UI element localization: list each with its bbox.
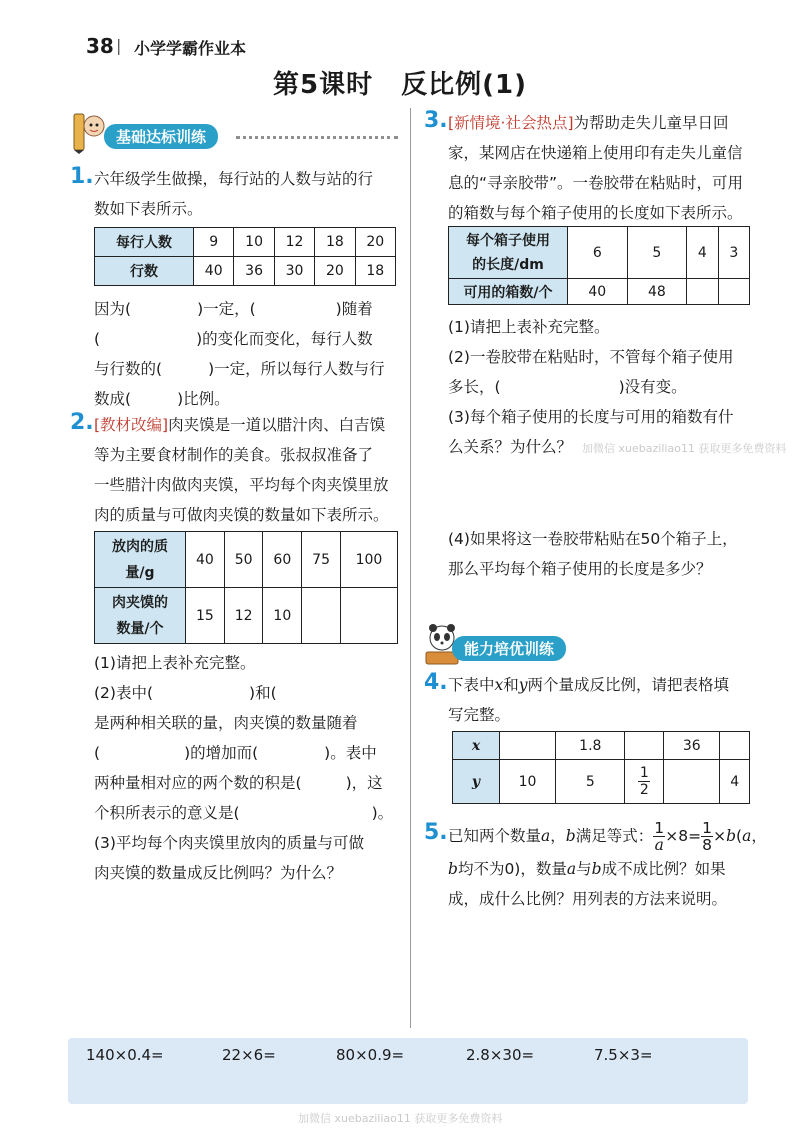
- table-cell: 5: [556, 760, 625, 804]
- fraction: $\frac{1}{a}$: [654, 819, 665, 854]
- table-cell: 5: [627, 227, 687, 279]
- table-header-cell: y: [453, 760, 500, 804]
- question-1-fill: 因为( )一定，( )随着 ( )的变化而变化，每行人数 与行数的( )一定，所以每行人数与行 数成( )比例。: [94, 300, 385, 408]
- page-number: 38: [86, 34, 114, 58]
- question-3-table: [448, 226, 750, 305]
- question-number-3: 3.: [424, 108, 448, 133]
- question-3-stem: [新情境·社会热点]为帮助走失儿童早日回 家，某网店在快递箱上使用印有走失儿童信 息的“寻亲胶带”。一卷胶带在粘贴时，可用 的箱数与每个箱子使用的长度如下表所示。: [448, 114, 744, 222]
- table-cell: 75: [302, 532, 341, 588]
- question-5-stem: 已知两个数量a，b满足等式： $\frac{1}{a}$ ×8= $\frac{1}{8}$ ×b(a， b均不为0)，数量a与b成不成比例？如果 成，成什么比例？用列表的方法来说明。: [448, 819, 767, 908]
- calc-item: 140×0.4=: [86, 1046, 164, 1064]
- table-cell: [687, 279, 718, 305]
- table-cell: 20: [315, 257, 355, 286]
- table-header-cell: 可用的箱数/个: [449, 279, 568, 305]
- question-number-1: 1.: [70, 164, 94, 189]
- table-header-cell: 每行人数: [95, 228, 194, 257]
- question-number-2: 2.: [70, 410, 94, 435]
- question-3-part-4: (4)如果将这一卷胶带粘贴在50个箱子上， 那么平均每个箱子使用的长度是多少？: [448, 530, 738, 578]
- table-header-cell: x: [453, 732, 500, 760]
- table-cell: 12: [274, 228, 314, 257]
- question-1-stem: 六年级学生做操，每行站的人数与站的行 数如下表所示。: [94, 170, 374, 218]
- table-cell: 18: [315, 228, 355, 257]
- table-cell: 6: [568, 227, 628, 279]
- calc-item: 80×0.9=: [336, 1046, 405, 1064]
- table-cell: 100: [340, 532, 397, 588]
- table-cell: 36: [664, 732, 720, 760]
- source-tag: [教材改编]: [94, 416, 169, 434]
- question-4-table: [452, 731, 750, 804]
- table-cell: 60: [263, 532, 302, 588]
- table-cell: 10: [263, 588, 302, 644]
- question-2-parts: (1)请把上表补充完整。 (2)表中( )和( 是两种相关联的量，肉夹馍的数量随着 ( )的增加而( )。表中 两种量相对应的两个数的积是( )，这 个积所表示的意义是( )。 (3)平均每个肉夹馍里放肉的质量与可做 肉夹馍的数量成反比例吗？为什么？: [94, 654, 394, 882]
- table-cell: [625, 760, 664, 804]
- table-cell: 30: [274, 257, 314, 286]
- question-2-table: [94, 531, 398, 644]
- source-tag: [新情境·社会热点]: [448, 114, 574, 132]
- table-cell: 10: [500, 760, 556, 804]
- question-number-4: 4.: [424, 670, 448, 695]
- table-cell: 36: [234, 257, 274, 286]
- table-cell: 40: [568, 279, 628, 305]
- table-cell: [340, 588, 397, 644]
- table-cell: 4: [720, 760, 750, 804]
- question-number-5: 5.: [424, 820, 448, 845]
- pencil-mascot-icon: [70, 106, 106, 158]
- section-dotted-line: [236, 136, 398, 139]
- table-cell: [302, 588, 341, 644]
- question-2-stem: [教材改编]肉夹馍是一道以腊汁肉、白吉馍 等为主要食材制作的美食。张叔叔准备了 一些腊汁肉做肉夹馍，平均每个肉夹馍里放 肉的质量与可做肉夹馍的数量如下表所示。: [94, 416, 389, 524]
- table-header-cell: 放肉的质 量/g: [95, 532, 186, 588]
- table-cell: 40: [194, 257, 234, 286]
- calc-item: 2.8×30=: [466, 1046, 535, 1064]
- table-cell: 9: [194, 228, 234, 257]
- table-cell: [718, 279, 749, 305]
- table-cell: [625, 732, 664, 760]
- question-4-stem: 下表中x和y两个量成反比例，请把表格填 写完整。: [448, 676, 730, 724]
- table-cell: 3: [718, 227, 749, 279]
- table-cell: 48: [627, 279, 687, 305]
- column-divider: [410, 108, 411, 1028]
- footer-watermark: 加微信 xuebaziliao11 获取更多免费资料: [298, 1112, 503, 1125]
- question-3-parts: (1)请把上表补充完整。 (2)一卷胶带在粘贴时，不管每个箱子使用 多长，( )没有变。 (3)每个箱子使用的长度与可用的箱数有什 么关系？为什么？ 加微信 xuebaziliao11 获取更多免费资料: [448, 318, 787, 456]
- table-header-cell: 肉夹馍的 数量/个: [95, 588, 186, 644]
- calc-item: 7.5×3=: [594, 1046, 653, 1064]
- table-cell: 20: [355, 228, 395, 257]
- section-badge-basic: 基础达标训练: [104, 124, 218, 149]
- table-cell: [720, 732, 750, 760]
- header-separator: |: [116, 36, 122, 55]
- fraction: $\frac{1}{8}$: [702, 819, 713, 854]
- table-cell: [500, 732, 556, 760]
- lesson-title: [0, 64, 800, 101]
- question-1-table: [94, 227, 396, 286]
- section-badge-advanced: 能力培优训练: [452, 636, 566, 661]
- table-cell: 12: [224, 588, 263, 644]
- fraction: $\frac{1}{2}$: [639, 765, 649, 798]
- watermark-text: 加微信 xuebaziliao11 获取更多免费资料: [582, 442, 787, 455]
- table-cell: 50: [224, 532, 263, 588]
- table-cell: 10: [234, 228, 274, 257]
- book-title: 小学学霸作业本: [134, 39, 247, 58]
- table-cell: [664, 760, 720, 804]
- table-cell: 1.8: [556, 732, 625, 760]
- table-cell: 4: [687, 227, 718, 279]
- lesson-number: 第5课时: [273, 70, 374, 100]
- table-header-cell: 每个箱子使用 的长度/dm: [449, 227, 568, 279]
- table-cell: 15: [186, 588, 225, 644]
- table-cell: 40: [186, 532, 225, 588]
- lesson-name: 反比例(1): [401, 70, 527, 100]
- table-cell: 18: [355, 257, 395, 286]
- calc-item: 22×6=: [222, 1046, 276, 1064]
- table-header-cell: 行数: [95, 257, 194, 286]
